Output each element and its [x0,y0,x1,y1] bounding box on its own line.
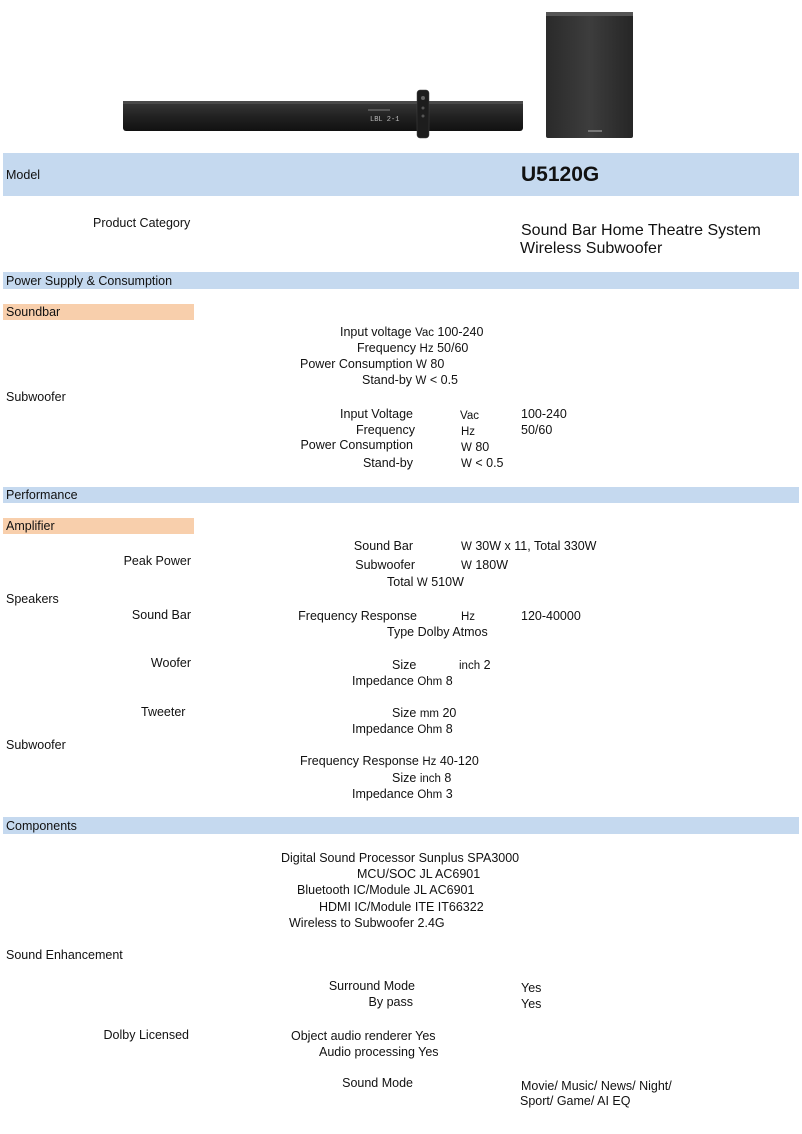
object-audio-label: Object audio renderer [291,1029,412,1043]
bypass-value: Yes [521,997,542,1011]
object-audio-value: Yes [415,1029,436,1043]
sb-consumption-label: Power Consumption [300,357,413,371]
comp-mcu-label: MCU/SOC [357,867,417,881]
comp-dsp-label: Digital Sound Processor [281,851,416,865]
spk-woofer-size-val [459,658,491,674]
components-section-title: Components [6,819,77,833]
spk-woofer-imp-value: 8 [445,674,453,688]
amp-soundbar-label: Sound Bar [353,539,413,553]
sb-frequency-value: 50/60 [437,341,469,355]
spk-soundbar-type-label: Type [387,625,415,639]
performance-section-title: Performance [6,488,78,502]
sb-frequency-label: Frequency [357,341,417,355]
sound-enhancement-label: Sound Enhancement [6,948,123,962]
comp-hdmi-value: ITE IT66322 [414,900,484,914]
comp-bluetooth [297,883,474,898]
sw-standby-unit: W [461,458,472,470]
components-section-band [3,817,799,834]
amp-total-value: 510W [431,575,464,589]
subwoofer-power-label: Subwoofer [6,390,66,404]
soundbar-header-label: Soundbar [6,305,61,319]
bypass-label: By pass [368,995,413,1009]
amp-subwoofer [461,558,508,574]
perf-sw-freq-label: Frequency Response [300,754,419,768]
spk-woofer-impedance [352,674,453,690]
sb-standby-unit: W [415,375,427,387]
perf-sw-imp-label: Impedance [352,787,414,801]
sw-consumption-label: Power Consumption [300,438,413,452]
spk-tweeter-imp-value: 8 [445,722,453,736]
sb-consumption-unit: W [416,359,427,371]
soundbar-display: LBL 2-1 [370,116,400,124]
perf-sw-frequency [300,754,479,770]
amp-soundbar-value: 30W x 11, Total 330W [475,539,597,553]
soundbar-unit [123,101,523,131]
surround-mode-label: Surround Mode [328,979,415,993]
peak-power-label: Peak Power [123,554,191,568]
model-label: Model [6,168,41,182]
spk-soundbar-freq-unit: Hz [461,611,476,623]
spk-woofer-size [392,658,416,673]
amp-total [387,575,464,591]
spk-soundbar-type [387,625,488,640]
sw-frequency-label: Frequency [355,423,415,437]
spk-soundbar-label: Sound Bar [131,608,191,622]
comp-hdmi-label: HDMI IC/Module [319,900,412,914]
perf-sw-size-label: Size [392,771,417,785]
comp-dsp-value: Sunplus SPA3000 [418,851,520,865]
sw-standby-value: < 0.5 [475,456,504,470]
spk-woofer-size-value: 2 [483,658,491,672]
perf-sw-size-value: 8 [444,771,452,785]
product-category-line1: Sound Bar Home Theatre System [521,222,761,239]
perf-sw-freq-value: 40-120 [439,754,479,768]
product-image [118,8,658,148]
sw-frequency-value: 50/60 [521,423,553,437]
sound-mode-line2: Sport/ Game/ AI EQ [520,1094,631,1108]
amp-subwoofer-label: Subwoofer [355,558,415,572]
performance-section-band [3,487,799,503]
audio-processing-value: Yes [418,1045,439,1059]
amp-subwoofer-value: 180W [475,558,508,572]
sw-frequency-unit: Hz [461,426,476,438]
comp-wireless [289,916,445,931]
spk-woofer-imp-unit: Ohm [417,676,443,688]
comp-mcu-value: JL AC6901 [419,867,481,881]
sb-consumption-value: 80 [430,357,445,371]
amp-subwoofer-unit: W [461,560,472,572]
perf-sw-freq-unit: Hz [422,756,437,768]
speakers-label: Speakers [6,592,59,606]
amp-soundbar [461,539,596,555]
surround-mode-value: Yes [521,981,542,995]
spk-tweeter-size-value: 20 [442,706,457,720]
spk-soundbar-freq-value: 120-40000 [521,609,581,623]
amp-soundbar-unit: W [461,541,472,553]
spk-tweeter-imp-unit: Ohm [417,724,443,736]
sb-frequency [357,341,468,357]
perf-sw-size [392,771,451,787]
model-band [3,153,799,196]
spk-soundbar-freq-label: Frequency Response [298,609,417,623]
perf-sw-imp-value: 3 [445,787,453,801]
spk-tweeter-size-unit: mm [419,708,439,720]
soundbar-system-illustration [118,8,658,148]
sw-input-voltage-value: 100-240 [521,407,567,421]
sb-input-voltage-value: 100-240 [437,325,484,339]
perf-sw-imp-unit: Ohm [417,789,443,801]
sb-standby-value: < 0.5 [429,373,459,387]
subwoofer-unit [546,12,633,138]
sound-mode-line1: Movie/ Music/ News/ Night/ [521,1079,672,1093]
sb-input-voltage-unit: Vac [415,327,435,339]
sw-standby [461,456,504,472]
comp-dsp [281,851,519,866]
perf-sw-size-unit: inch [419,773,441,785]
product-category-line2: Wireless Subwoofer [520,240,663,257]
model-value: U5120G [521,163,600,186]
spk-tweeter-label: Tweeter [141,705,186,719]
sb-standby-label: Stand-by [362,373,413,387]
spk-tweeter-impedance [352,722,453,738]
spk-tweeter-size [392,706,456,722]
sb-standby [362,373,458,389]
sound-mode-label: Sound Mode [342,1076,413,1090]
power-section-title: Power Supply & Consumption [6,274,173,288]
sw-consumption-unit: W [461,442,472,454]
sb-frequency-unit: Hz [419,343,434,355]
sw-consumption-value: 80 [475,440,490,454]
comp-bluetooth-label: Bluetooth IC/Module [297,883,411,897]
comp-mcu [357,867,480,882]
spk-tweeter-size-label: Size [392,706,417,720]
amp-total-label: Total [387,575,414,589]
sw-input-voltage-label: Input Voltage [340,407,413,421]
spk-woofer-imp-label: Impedance [352,674,414,688]
perf-subwoofer-label: Subwoofer [6,738,66,752]
spk-woofer-size-unit: inch [459,660,481,672]
comp-bluetooth-value: JL AC6901 [413,883,475,897]
spk-soundbar-type-value: Dolby Atmos [417,625,488,639]
sb-input-voltage [340,325,483,341]
perf-sw-impedance [352,787,453,803]
sw-input-voltage-unit: Vac [460,410,479,422]
product-category-label: Product Category [93,216,191,230]
spk-woofer-label: Woofer [150,656,191,670]
audio-processing-label: Audio processing [319,1045,415,1059]
object-audio-renderer [291,1029,436,1044]
comp-wireless-value: 2.4G [417,916,445,930]
sb-consumption [300,357,444,373]
amp-total-unit: W [416,577,428,589]
sb-input-voltage-label: Input voltage [340,325,412,339]
amplifier-header-label: Amplifier [6,519,55,533]
spk-woofer-size-label: Size [392,658,417,672]
spk-tweeter-imp-label: Impedance [352,722,414,736]
comp-wireless-label: Wireless to Subwoofer [289,916,415,930]
comp-hdmi [319,900,484,915]
audio-processing [319,1045,439,1060]
sw-consumption [461,440,489,456]
dolby-licensed-label: Dolby Licensed [103,1028,189,1042]
sw-standby-label: Stand-by [362,456,413,470]
